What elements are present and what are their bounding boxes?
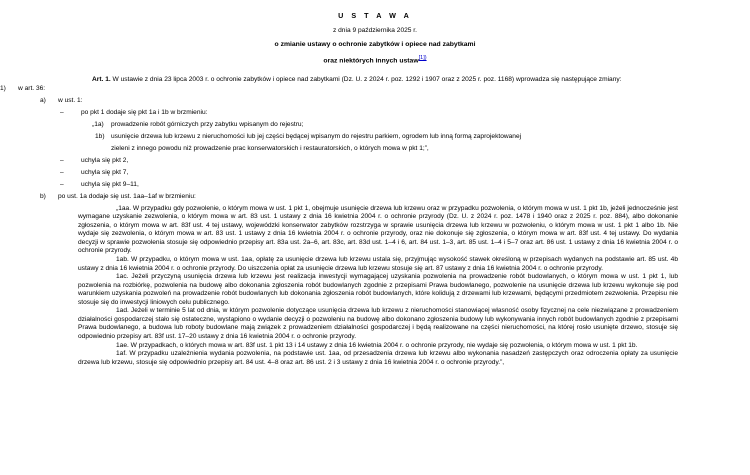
point-b-text: po ust. 1a dodaje się ust. 1aa–1af w brzmieniu: — [58, 192, 196, 200]
item-1a-text: prowadzenie robót górniczych przy zabytku wpisanym do rejestru; — [111, 120, 304, 128]
provision-1ad: 1ad. Jeżeli w terminie 5 lat od dnia, w którym pozwolenie dotyczące usunięcia drzewa lub krzewu z nieruchomości stanowiącej własność osoby fizycznej na cele niezwiązane z prowadzeniem działalności gospodarczej stało się ostateczne, wystąpiono o wydanie decyzji o pozwoleniu na budowę albo dokonano zgłoszenia budowy lub wykonywania innych robót budowlanych zgodnie z przepisami Prawa budowlanego, a budowa lub roboty budowlane mają związek z prowadzeniem działalności gospodarczej i będą realizowane na części nieruchomości, na której rosło usunięte drzewo, stosuje się odpowiednio przepisy art. 83f ust. 17–20 ustawy z dnia 16 kwietnia 2004 r. o ochronie przyrody. — [78, 307, 678, 340]
dash-1-text: po pkt 1 dodaje się pkt 1a i 1b w brzmieniu: — [81, 108, 208, 116]
dash-2-mark: – — [60, 156, 64, 164]
act-subtitle-line1: o zmianie ustawy o ochronie zabytków i opiece nad zabytkami — [274, 41, 476, 48]
article-1-intro-text: W ustawie z dnia 23 lipca 2003 r. o ochronie zabytków i opiece nad zabytkami (Dz. U. z 2024 r. poz. 1292 i 1907 oraz z 2025 r. poz. 1168) wprowadza się następujące zmiany: — [112, 76, 622, 83]
point-a — [40, 96, 680, 109]
dash-2-text: uchyla się pkt 2, — [81, 156, 129, 164]
act-date: z dnia 9 października 2025 r. — [333, 27, 417, 34]
dash-4-mark: – — [60, 180, 64, 188]
dash-4 — [60, 180, 680, 193]
item-1b-cont — [76, 145, 680, 157]
provision-1ab: 1ab. W przypadku, o którym mowa w ust. 1aa, opłatę za usunięcie drzewa lub krzewu ustala się, przyjmując wysokość stawek określoną w przepisach wydanych na podstawie art. 85 ust. 4b ustawy z dnia 16 kwietnia 2004 r. o ochronie przyrody. Do uiszczenia opłat za usunięcie drzewa lub krzewu stosuje się art. 87 ustawy z dnia 16 kwietnia 2004 r. o ochronie przyrody. — [78, 255, 678, 272]
item-1b-text-line1: usunięcie drzewa lub krzewu z nieruchomości lub jej części będącej wpisanym do rejestru parkiem, ogrodem lub inną formą zaprojektowanej — [111, 132, 522, 140]
dash-1 — [60, 108, 680, 121]
item-1a-label: „1a) — [92, 120, 104, 128]
dash-3-mark: – — [60, 168, 64, 176]
point-b — [40, 192, 680, 205]
point-a-label: a) — [40, 96, 46, 104]
dash-2 — [60, 156, 680, 169]
item-1a — [76, 121, 680, 133]
provision-1af: 1af. W przypadku uzależnienia wydania pozwolenia, na podstawie ust. 1aa, od przesadzenia drzewa lub krzewu albo wykonania nasadzeń zastępczych oraz odroczenia opłaty za usunięcie drzewa lub krzewu, stosuje się odpowiednio przepisy art. 84 ust. 4–8 oraz art. 86 ust. 2 i 3 ustawy z dnia 16 kwietnia 2004 r. o ochronie przyrody.”, — [78, 350, 678, 366]
point-1 — [0, 84, 680, 97]
act-title: U S T A W A — [338, 11, 412, 20]
point-1-label: 1) — [0, 84, 6, 92]
item-1b-text-line2: zieleni z innego powodu niż prowadzenie prac konserwatorskich i restauratorskich, o których mowa w pkt 1;”, — [111, 144, 429, 152]
quoted-provisions — [74, 205, 680, 368]
act-subtitle-line2-text: oraz niektórych innych ustaw — [323, 57, 419, 65]
provision-1aa: „1aa. W przypadku gdy pozwolenie, o którym mowa w ust. 1 pkt 1, obejmuje usunięcie drzewa lub krzewu oraz w przypadku pozwolenia, o którym mowa w ust. 1 pkt 1b, jeżeli jednocześnie jest wymagane uzyskanie zezwolenia, o którym mowa w art. 83 ust. 1 ustawy z dnia 16 kwietnia 2004 r. o ochronie przyrody (Dz. U. z 2024 r. poz. 1478 i 1940 oraz z 2025 r. poz. 884), albo dokonanie zgłoszenia, o którym mowa w art. 83f ust. 4 tej ustawy, wojewódzki konserwator zabytków rozstrzyga w sprawie usunięcia drzewa lub krzewu w pozwoleniu, o którym mowa w ust. 1 pkt 1 albo 1b. Nie wydaje się zezwolenia, o którym mowa w art. 83 ust. 1 ustawy z dnia 16 kwietnia 2004 r. o ochronie przyrody, oraz nie dokonuje się zgłoszenia, o którym mowa w art. 83f ust. 4 tej ustawy. Do wydania decyzji w sprawie pozwolenia stosuje się odpowiednio przepisy art. 83a ust. 2a–6, art. 83c, art. 83d ust. 1–4 i 6, art. 84 ust. 1–3, art. 85 ust. 1–4 i 5–7 oraz art. 86 ust. 1 ustawy z dnia 16 kwietnia 2004 r. o ochronie przyrody. — [78, 204, 678, 255]
provision-1ac: 1ac. Jeżeli przyczyną usunięcia drzewa lub krzewu jest realizacja inwestycji wymagającej uzyskania pozwolenia na prowadzenie robót budowlanych, o którym mowa w ust. 1 pkt 1, lub pozwolenia na rozbiórkę, pozwolenia na budowę albo dokonania zgłoszenia robót budowlanych zgodnie z przepisami Prawa budowlanego, pozwolenie na usunięcie drzewa lub krzewu wykonuje się pod warunkiem uzyskania pozwoleń na prowadzenie robót budowlanych lub dokonania zgłoszenia robót budowlanych, które kolidują z drzewami lub krzewami, będącymi przedmiotem zezwolenia. Przepisu nie stosuje się do inwestycji liniowych celu publicznego. — [78, 273, 678, 306]
provision-1ae: 1ae. W przypadkach, o których mowa w art. 83f ust. 1 pkt 13 i 14 ustawy z dnia 16 kwietnia 2004 r. o ochronie przyrody, nie wydaje się pozwolenia, o którym mowa w ust. 1 pkt 1b. — [116, 341, 638, 349]
dash-3 — [60, 168, 680, 181]
point-a-text: w ust. 1: — [58, 96, 83, 104]
article-1-label: Art. 1. — [92, 76, 111, 83]
act-subtitle-line2 — [0, 55, 750, 66]
dash-1-mark: – — [60, 108, 64, 116]
item-1b — [76, 133, 680, 145]
dash-3-text: uchyla się pkt 7, — [81, 168, 129, 176]
point-1-text: w art. 36: — [18, 84, 46, 92]
document-body — [0, 76, 680, 367]
point-b-label: b) — [40, 192, 46, 200]
dash-4-text: uchyla się pkt 9–11, — [81, 180, 139, 188]
item-1b-label: 1b) — [95, 132, 105, 140]
footnote-link[interactable]: [1]) — [418, 55, 427, 61]
article-1-intro — [76, 76, 680, 85]
